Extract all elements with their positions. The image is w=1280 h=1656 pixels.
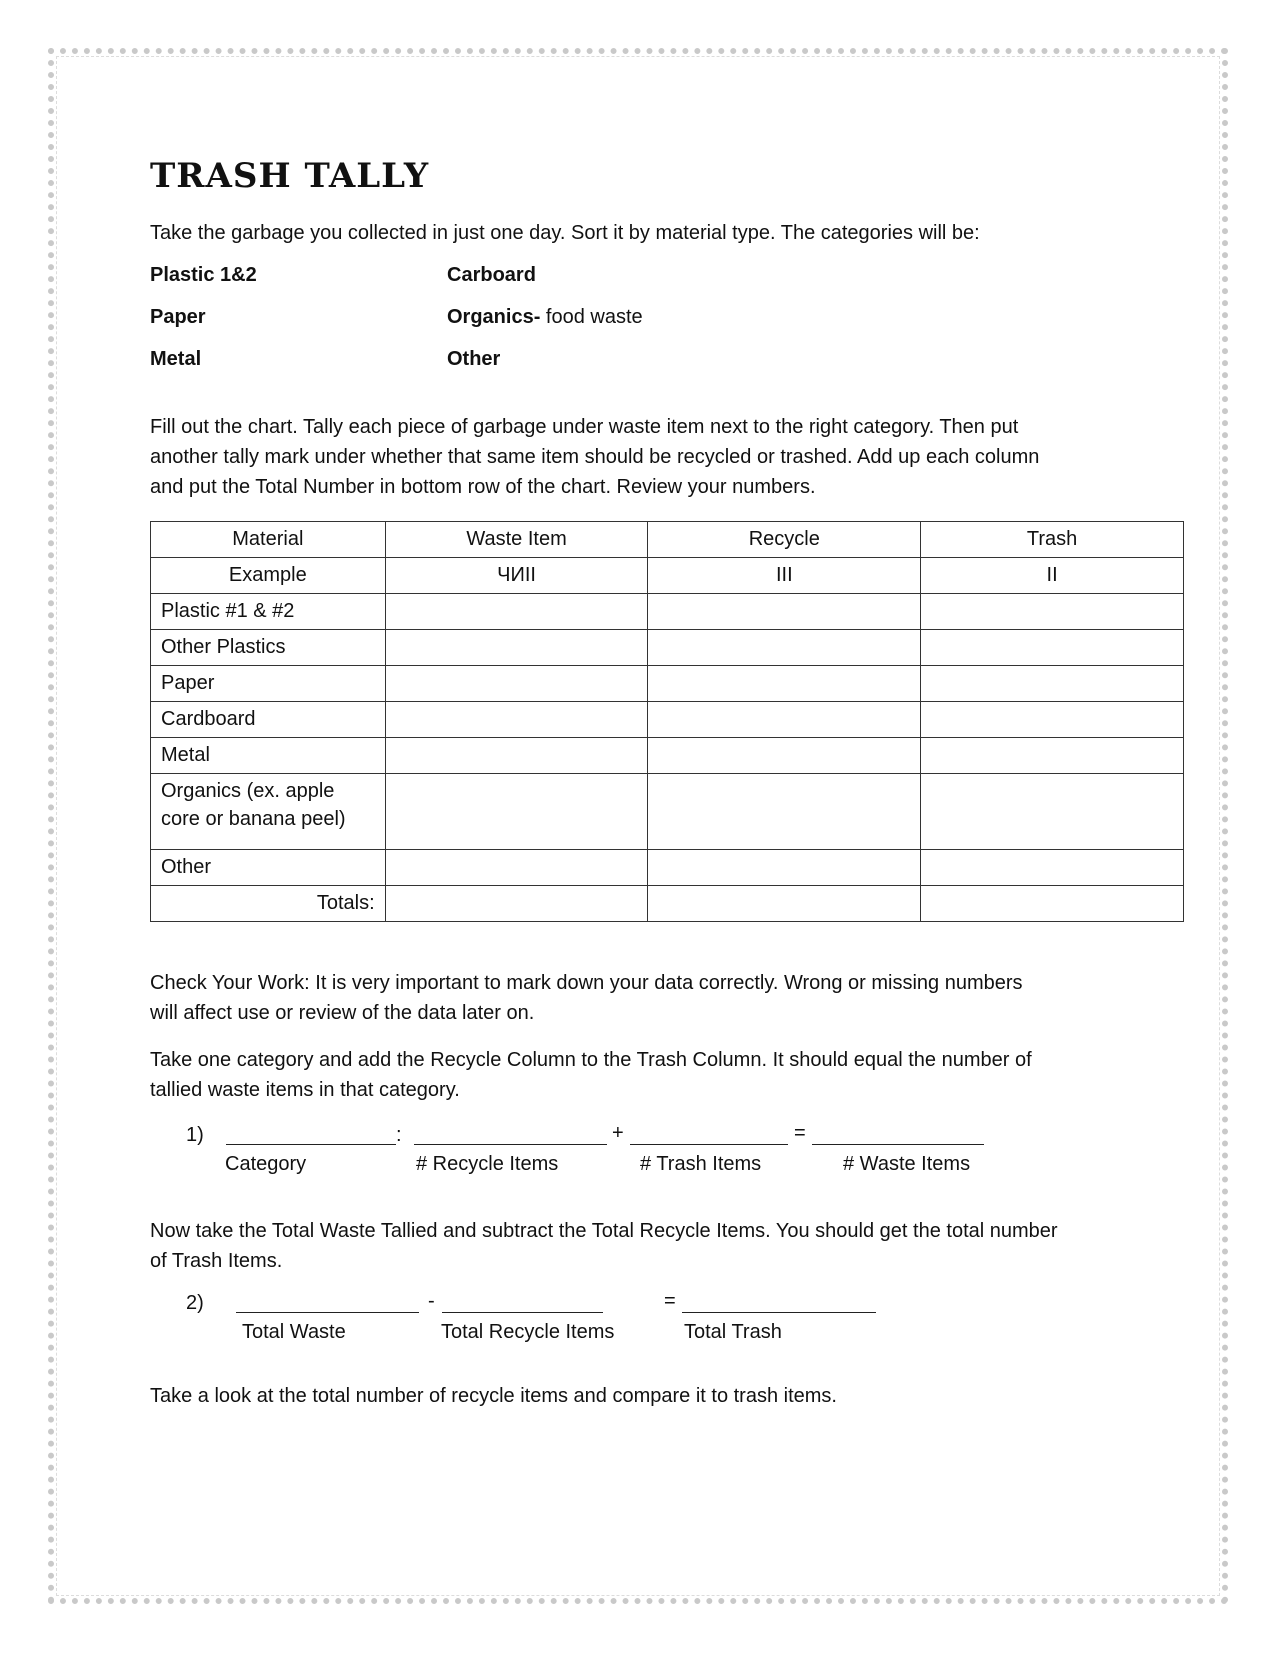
trash-cell[interactable] xyxy=(921,774,1184,850)
table-row xyxy=(151,850,1184,886)
recycle-cell[interactable] xyxy=(648,594,921,630)
table-row xyxy=(151,702,1184,738)
table-row xyxy=(151,774,1184,850)
instructions-text: Fill out the chart. Tally each piece of garbage under waste item next to the right category. Then put another tally mark under whether that same item should be recycled or trashed. Add up each column and put the Total Number in bottom row of the chart. Review your numbers. xyxy=(150,416,1040,498)
eq2-equals: = xyxy=(664,1290,676,1312)
eq2-minus: - xyxy=(428,1290,435,1312)
eq2-recycle-blank[interactable] xyxy=(442,1292,603,1319)
table-header-row xyxy=(151,522,1184,558)
eq2-total-waste-blank[interactable] xyxy=(236,1292,419,1319)
category-paper: Paper xyxy=(150,306,206,328)
table-row-example xyxy=(151,558,1184,594)
header-material: Material xyxy=(151,522,386,558)
table-row-totals xyxy=(151,886,1184,922)
eq1-category-blank[interactable] xyxy=(226,1124,396,1151)
table-row xyxy=(151,594,1184,630)
eq1-colon: : xyxy=(396,1124,402,1146)
category-cardboard: Carboard xyxy=(447,264,536,286)
header-trash: Trash xyxy=(921,522,1184,558)
eq2-label-total-trash: Total Trash xyxy=(684,1321,782,1343)
check-work-text: Check Your Work: It is very important to mark down your data correctly. Wrong or missing numbers will affect use or review of the data later on. xyxy=(150,972,1023,1024)
eq2-label-total-recycle: Total Recycle Items xyxy=(441,1321,615,1343)
waste-cell[interactable] xyxy=(385,666,648,702)
trash-cell[interactable] xyxy=(921,702,1184,738)
table-row xyxy=(151,666,1184,702)
trash-cell[interactable] xyxy=(921,738,1184,774)
intro-text: Take the garbage you collected in just one day. Sort it by material type. The categories will be: xyxy=(150,222,980,244)
example-recycle-tally: III xyxy=(648,558,921,594)
recycle-cell[interactable] xyxy=(648,630,921,666)
row-label: Organics (ex. apple core or banana peel) xyxy=(151,774,386,850)
category-organics: Organics- food waste xyxy=(447,306,643,328)
trash-cell[interactable] xyxy=(921,594,1184,630)
waste-cell[interactable] xyxy=(385,594,648,630)
page-title: TRASH TALLY xyxy=(150,156,430,196)
header-waste-item: Waste Item xyxy=(385,522,648,558)
totals-label: Totals: xyxy=(151,886,386,922)
table-row xyxy=(151,630,1184,666)
row-label: Metal xyxy=(151,738,386,774)
example-trash-tally: II xyxy=(921,558,1184,594)
total-recycle-cell[interactable] xyxy=(648,886,921,922)
eq1-label-trash: # Trash Items xyxy=(640,1153,762,1175)
waste-cell[interactable] xyxy=(385,774,648,850)
eq1-trash-blank[interactable] xyxy=(630,1124,788,1151)
recycle-cell[interactable] xyxy=(648,850,921,886)
eq1-label-recycle: # Recycle Items xyxy=(416,1153,559,1175)
eq1-label-waste: # Waste Items xyxy=(843,1153,971,1175)
category-plastic: Plastic 1&2 xyxy=(150,264,257,286)
example-label: Example xyxy=(151,558,386,594)
example-waste-tally: ЧИIІ xyxy=(385,558,648,594)
eq1-equals: = xyxy=(794,1122,806,1144)
category-metal: Metal xyxy=(150,348,202,370)
waste-cell[interactable] xyxy=(385,702,648,738)
eq2-label-total-waste: Total Waste xyxy=(242,1321,346,1343)
waste-cell[interactable] xyxy=(385,630,648,666)
row-label: Plastic #1 & #2 xyxy=(151,594,386,630)
header-recycle: Recycle xyxy=(648,522,921,558)
tally-table xyxy=(150,521,1184,922)
closing-text: Take a look at the total number of recycle items and compare it to trash items. xyxy=(150,1385,837,1407)
eq1-waste-blank[interactable] xyxy=(812,1124,984,1151)
eq1-number: 1) xyxy=(186,1124,204,1146)
waste-cell[interactable] xyxy=(385,850,648,886)
row-label: Other Plastics xyxy=(151,630,386,666)
eq2-number: 2) xyxy=(186,1292,204,1314)
total-waste-cell[interactable] xyxy=(385,886,648,922)
row-label: Cardboard xyxy=(151,702,386,738)
eq1-label-category: Category xyxy=(225,1153,307,1175)
recycle-cell[interactable] xyxy=(648,774,921,850)
trash-cell[interactable] xyxy=(921,630,1184,666)
row-label: Paper xyxy=(151,666,386,702)
eq1-recycle-blank[interactable] xyxy=(414,1124,607,1151)
table-row xyxy=(151,738,1184,774)
total-trash-cell[interactable] xyxy=(921,886,1184,922)
recycle-cell[interactable] xyxy=(648,738,921,774)
trash-cell[interactable] xyxy=(921,666,1184,702)
waste-cell[interactable] xyxy=(385,738,648,774)
recycle-cell[interactable] xyxy=(648,666,921,702)
recycle-cell[interactable] xyxy=(648,702,921,738)
step1-text: Take one category and add the Recycle Column to the Trash Column. It should equal the number of tallied waste items in that category. xyxy=(150,1049,1032,1101)
eq1-plus: + xyxy=(612,1122,624,1144)
trash-cell[interactable] xyxy=(921,850,1184,886)
row-label: Other xyxy=(151,850,386,886)
step2-text: Now take the Total Waste Tallied and subtract the Total Recycle Items. You should get the total number of Trash Items. xyxy=(150,1220,1058,1272)
eq2-trash-blank[interactable] xyxy=(682,1292,876,1319)
category-other: Other xyxy=(447,348,501,370)
